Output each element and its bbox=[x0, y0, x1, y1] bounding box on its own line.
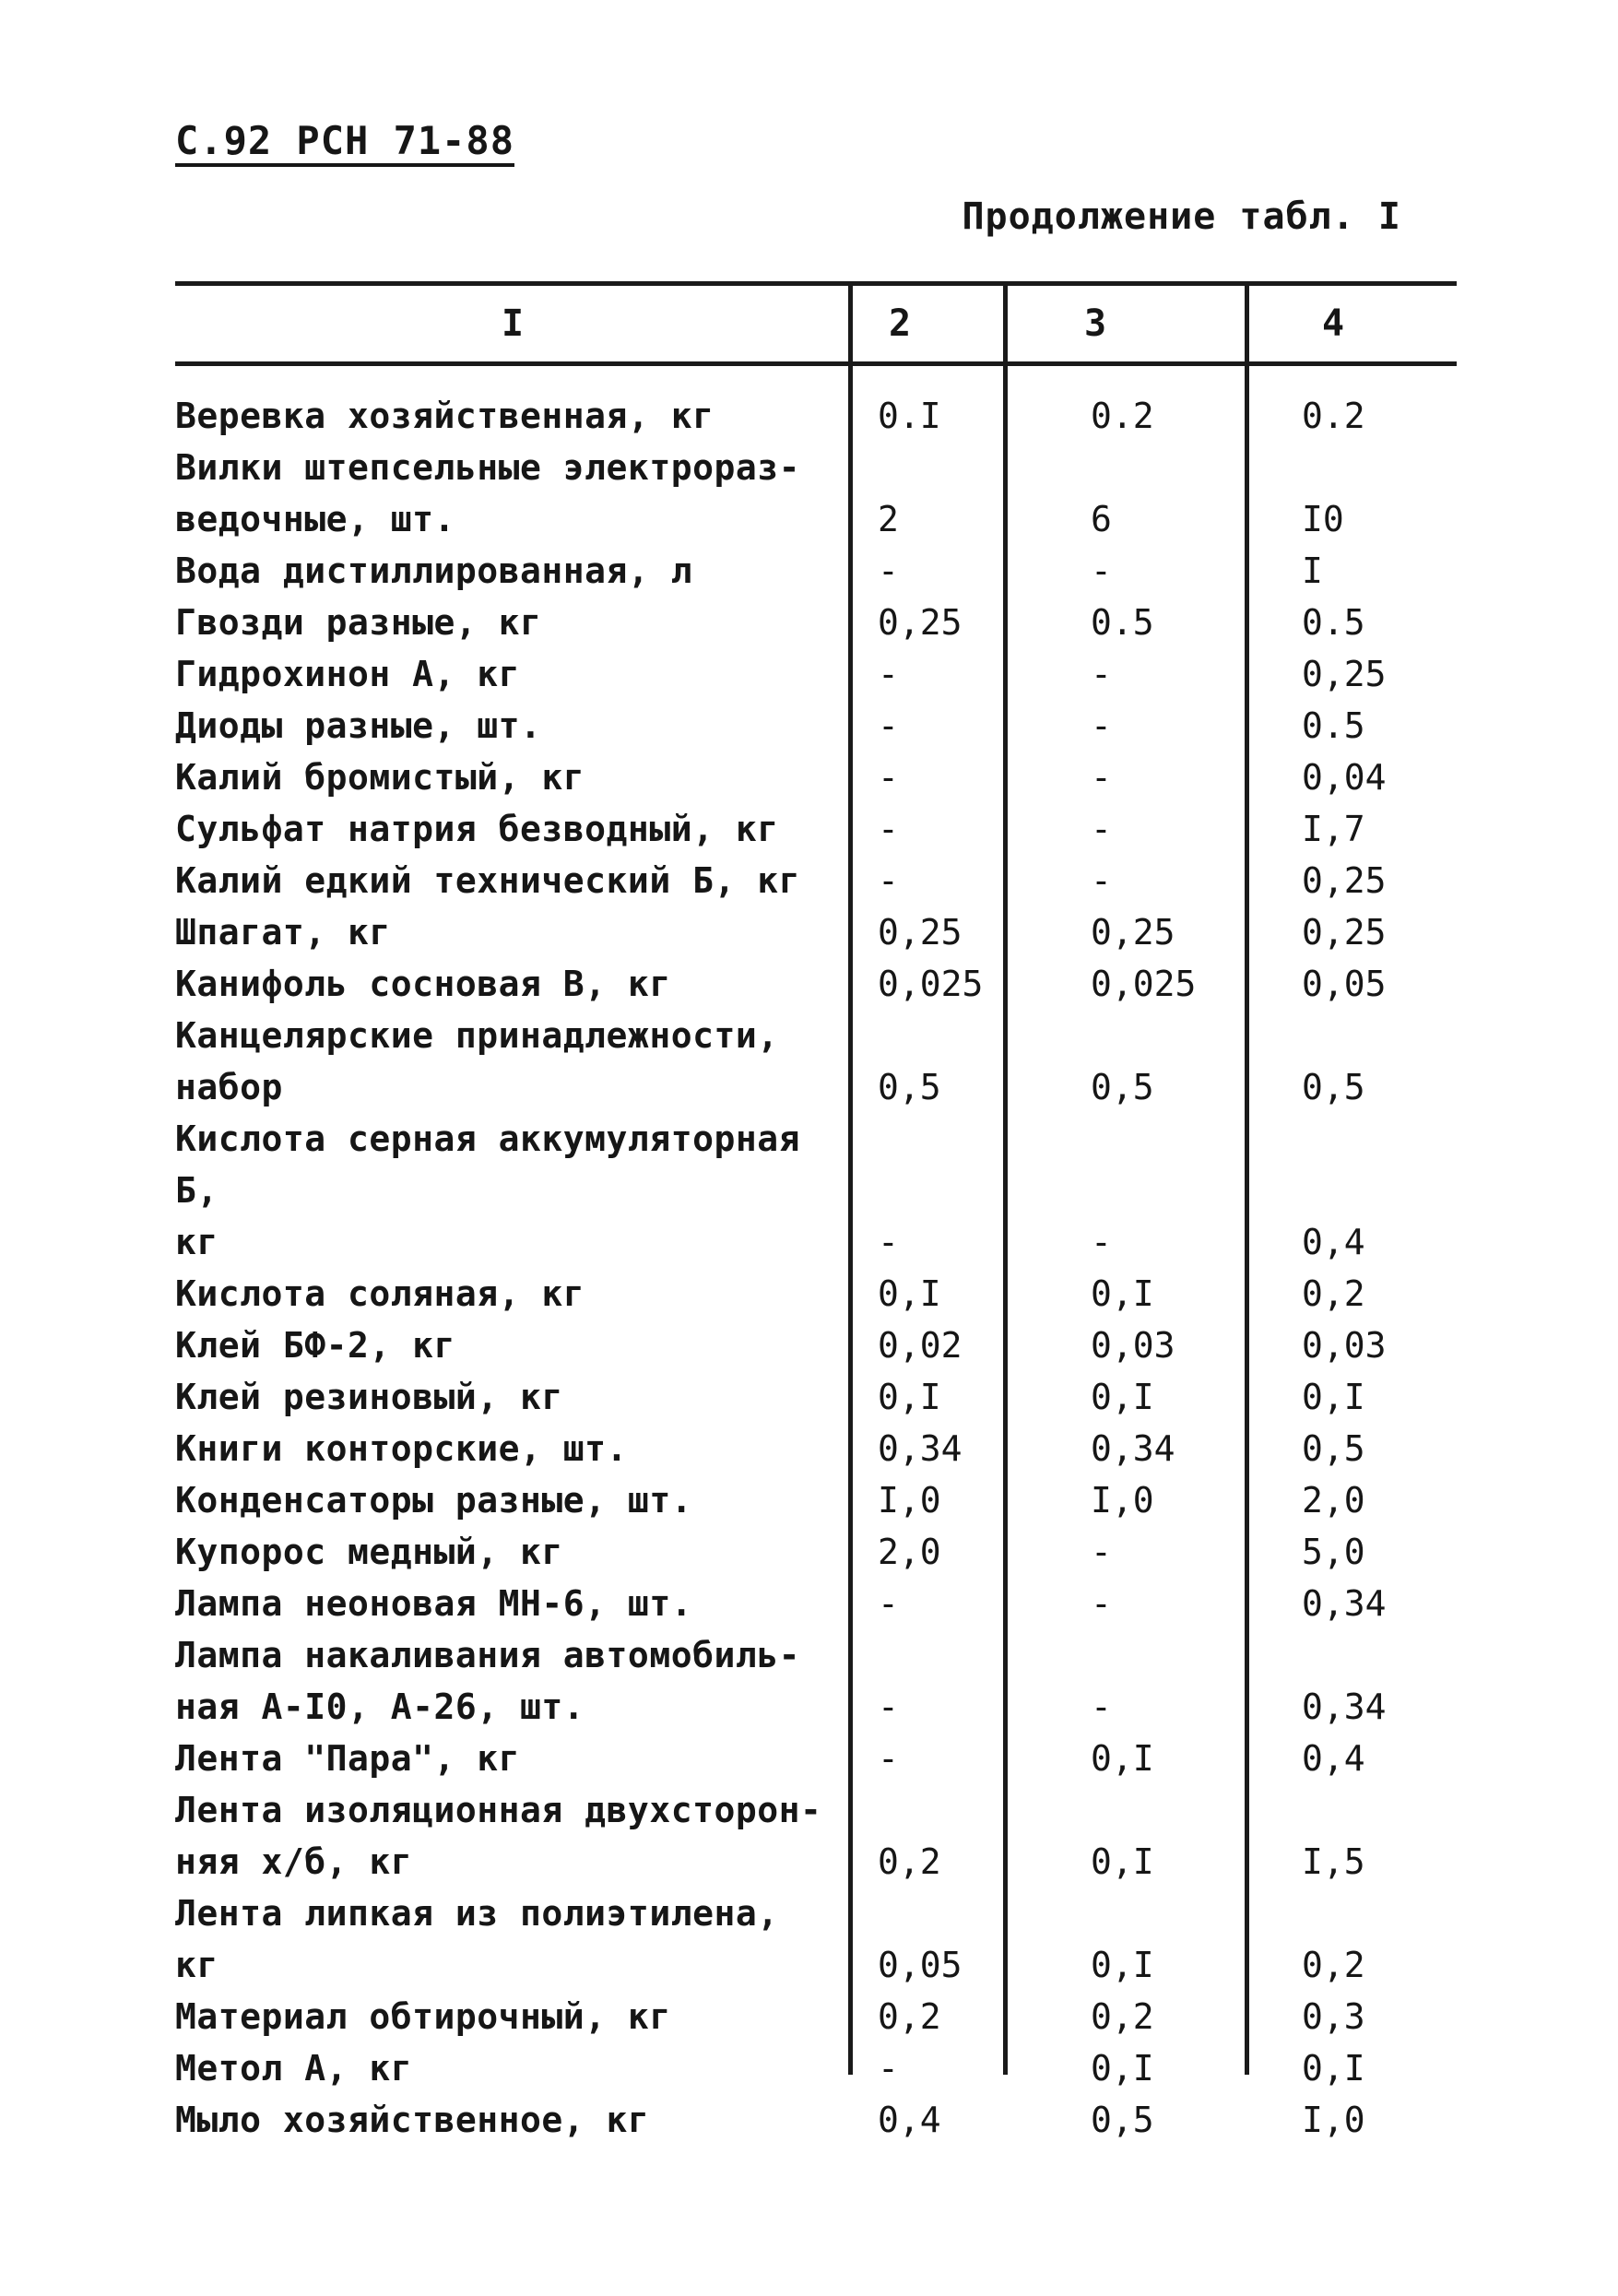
value-c4: 0,5 bbox=[1302, 1067, 1365, 1107]
table-row bbox=[175, 442, 1457, 545]
value-c2: - bbox=[878, 1583, 899, 1624]
item-name: Лента липкая из полиэтилена, кг bbox=[175, 1893, 779, 1985]
item-name: Лента "Пара", кг bbox=[175, 1738, 521, 1779]
item-name: Веревка хозяйственная, кг bbox=[175, 396, 715, 436]
table-row bbox=[175, 2094, 1457, 2146]
value-c2: - bbox=[878, 1222, 899, 1262]
value-c2: 0.I bbox=[878, 396, 941, 436]
value-c2: - bbox=[878, 757, 899, 798]
table-row bbox=[175, 1371, 1457, 1423]
page-header: С.92 РСН 71-88 bbox=[175, 118, 515, 163]
value-c3: - bbox=[1091, 809, 1112, 849]
value-c3: 0,5 bbox=[1091, 1067, 1154, 1107]
value-c2: - bbox=[878, 2048, 899, 2089]
table-row bbox=[175, 803, 1457, 855]
item-name: Клей резиновый, кг bbox=[175, 1377, 563, 1417]
value-c3: 6 bbox=[1091, 499, 1112, 539]
table-row bbox=[175, 545, 1457, 597]
value-c2: - bbox=[878, 654, 899, 694]
value-c4: I,5 bbox=[1302, 1841, 1365, 1882]
column-header-1: I bbox=[501, 302, 525, 345]
table-row bbox=[175, 958, 1457, 1010]
value-c3: - bbox=[1091, 1222, 1112, 1262]
value-c4: 0,4 bbox=[1302, 1738, 1365, 1779]
value-c2: 2 bbox=[878, 499, 899, 539]
value-c2: - bbox=[878, 1686, 899, 1727]
value-c2: 0,05 bbox=[878, 1945, 963, 1985]
item-name: Кислота соляная, кг bbox=[175, 1273, 585, 1314]
table-body bbox=[175, 366, 1457, 2146]
value-c2: 0,02 bbox=[878, 1325, 963, 1366]
item-name: Вилки штепсельные электрораз- ведочные, шт. bbox=[175, 447, 800, 539]
value-c4: 0,03 bbox=[1302, 1325, 1387, 1366]
value-c4: I,7 bbox=[1302, 809, 1365, 849]
table-row bbox=[175, 1578, 1457, 1629]
value-c4: 0,2 bbox=[1302, 1945, 1365, 1985]
value-c4: 0,05 bbox=[1302, 964, 1387, 1004]
value-c3: 0,I bbox=[1091, 1841, 1154, 1882]
value-c2: 0,2 bbox=[878, 1841, 941, 1882]
value-c3: 0,25 bbox=[1091, 912, 1175, 953]
item-name: Лампа неоновая МН-6, шт. bbox=[175, 1583, 693, 1624]
value-c3: 0,I bbox=[1091, 1738, 1154, 1779]
value-c4: 0.5 bbox=[1302, 705, 1365, 746]
table-row bbox=[175, 1268, 1457, 1320]
value-c2: 0,34 bbox=[878, 1428, 963, 1469]
item-name: Материал обтирочный, кг bbox=[175, 1996, 671, 2037]
item-name: Лампа накаливания автомобиль- ная А-I0, А-26, шт. bbox=[175, 1635, 800, 1727]
value-c2: 0,25 bbox=[878, 602, 963, 643]
value-c4: 0,3 bbox=[1302, 1996, 1365, 2037]
table-row bbox=[175, 1733, 1457, 1784]
value-c2: - bbox=[878, 550, 899, 591]
item-name: Конденсаторы разные, шт. bbox=[175, 1480, 693, 1521]
value-c2: 0,I bbox=[878, 1377, 941, 1417]
value-c4: 5,0 bbox=[1302, 1532, 1365, 1572]
item-name: Купорос медный, кг bbox=[175, 1532, 563, 1572]
value-c4: 0,34 bbox=[1302, 1583, 1387, 1624]
value-c2: - bbox=[878, 809, 899, 849]
value-c4: 0,34 bbox=[1302, 1686, 1387, 1727]
value-c3: - bbox=[1091, 757, 1112, 798]
value-c4: I,0 bbox=[1302, 2100, 1365, 2140]
value-c3: 0,I bbox=[1091, 1945, 1154, 1985]
value-c4: 2,0 bbox=[1302, 1480, 1365, 1521]
value-c2: 0,2 bbox=[878, 1996, 941, 2037]
value-c3: 0,I bbox=[1091, 1377, 1154, 1417]
table-row bbox=[175, 1423, 1457, 1474]
item-name: Шпагат, кг bbox=[175, 912, 391, 953]
value-c3: 0,5 bbox=[1091, 2100, 1154, 2140]
value-c4: 0.5 bbox=[1302, 602, 1365, 643]
table-row bbox=[175, 648, 1457, 700]
table-row bbox=[175, 906, 1457, 958]
table-row bbox=[175, 1629, 1457, 1733]
value-c3: 0,2 bbox=[1091, 1996, 1154, 2037]
value-c2: 0,5 bbox=[878, 1067, 941, 1107]
value-c4: 0.2 bbox=[1302, 396, 1365, 436]
item-name: Гидрохинон А, кг bbox=[175, 654, 521, 694]
item-name: Книги конторские, шт. bbox=[175, 1428, 628, 1469]
table-row bbox=[175, 1113, 1457, 1268]
value-c2: I,0 bbox=[878, 1480, 941, 1521]
table-row bbox=[175, 2042, 1457, 2094]
value-c4: 0,25 bbox=[1302, 860, 1387, 901]
item-name: Клей БФ-2, кг bbox=[175, 1325, 455, 1366]
item-name: Калий бромистый, кг bbox=[175, 757, 585, 798]
value-c3: - bbox=[1091, 1532, 1112, 1572]
value-c4: I0 bbox=[1302, 499, 1344, 539]
table-row bbox=[175, 1474, 1457, 1526]
value-c4: 0,5 bbox=[1302, 1428, 1365, 1469]
table-row bbox=[175, 1010, 1457, 1113]
value-c3: - bbox=[1091, 654, 1112, 694]
value-c3: I,0 bbox=[1091, 1480, 1154, 1521]
table-row bbox=[175, 1320, 1457, 1371]
value-c3: 0,34 bbox=[1091, 1428, 1175, 1469]
table-header-row bbox=[175, 281, 1457, 366]
materials-table bbox=[175, 281, 1457, 2146]
table-row bbox=[175, 390, 1457, 442]
table-row bbox=[175, 1784, 1457, 1888]
column-header-3: 3 bbox=[1084, 302, 1107, 345]
value-c3: 0,025 bbox=[1091, 964, 1197, 1004]
value-c3: - bbox=[1091, 1583, 1112, 1624]
value-c2: - bbox=[878, 860, 899, 901]
value-c2: - bbox=[878, 1738, 899, 1779]
value-c3: 0.5 bbox=[1091, 602, 1154, 643]
value-c2: 2,0 bbox=[878, 1532, 941, 1572]
item-name: Кислота серная аккумуляторная Б, кг bbox=[175, 1118, 800, 1262]
value-c4: 0,I bbox=[1302, 2048, 1365, 2089]
value-c3: 0.2 bbox=[1091, 396, 1154, 436]
value-c2: 0,I bbox=[878, 1273, 941, 1314]
item-name: Мыло хозяйственное, кг bbox=[175, 2100, 650, 2140]
value-c4: 0,4 bbox=[1302, 1222, 1365, 1262]
value-c2: 0,4 bbox=[878, 2100, 941, 2140]
table-row bbox=[175, 700, 1457, 752]
value-c3: - bbox=[1091, 705, 1112, 746]
table-continuation-label: Продолжение табл. I bbox=[962, 195, 1401, 238]
item-name: Метол А, кг bbox=[175, 2048, 413, 2089]
item-name: Лента изоляционная двухсторон- няя х/б, кг bbox=[175, 1790, 822, 1882]
value-c4: I bbox=[1302, 550, 1323, 591]
value-c2: 0,025 bbox=[878, 964, 984, 1004]
value-c3: 0,I bbox=[1091, 2048, 1154, 2089]
value-c4: 0,04 bbox=[1302, 757, 1387, 798]
item-name: Сульфат натрия безводный, кг bbox=[175, 809, 779, 849]
table-row bbox=[175, 752, 1457, 803]
value-c3: - bbox=[1091, 550, 1112, 591]
table-row bbox=[175, 855, 1457, 906]
value-c4: 0,2 bbox=[1302, 1273, 1365, 1314]
item-name: Канцелярские принадлежности, набор bbox=[175, 1015, 779, 1107]
value-c2: - bbox=[878, 705, 899, 746]
value-c3: 0,I bbox=[1091, 1273, 1154, 1314]
item-name: Вода дистиллированная, л bbox=[175, 550, 693, 591]
value-c4: 0,25 bbox=[1302, 654, 1387, 694]
table-row bbox=[175, 597, 1457, 648]
value-c2: 0,25 bbox=[878, 912, 963, 953]
value-c3: 0,03 bbox=[1091, 1325, 1175, 1366]
item-name: Диоды разные, шт. bbox=[175, 705, 542, 746]
table-row bbox=[175, 1991, 1457, 2042]
table-row bbox=[175, 1526, 1457, 1578]
value-c3: - bbox=[1091, 860, 1112, 901]
item-name: Гвозди разные, кг bbox=[175, 602, 542, 643]
column-header-4: 4 bbox=[1322, 302, 1345, 345]
column-header-2: 2 bbox=[889, 302, 912, 345]
table-row bbox=[175, 1888, 1457, 1991]
item-name: Канифоль сосновая В, кг bbox=[175, 964, 671, 1004]
value-c4: 0,25 bbox=[1302, 912, 1387, 953]
value-c3: - bbox=[1091, 1686, 1112, 1727]
item-name: Калий едкий технический Б, кг bbox=[175, 860, 800, 901]
value-c4: 0,I bbox=[1302, 1377, 1365, 1417]
